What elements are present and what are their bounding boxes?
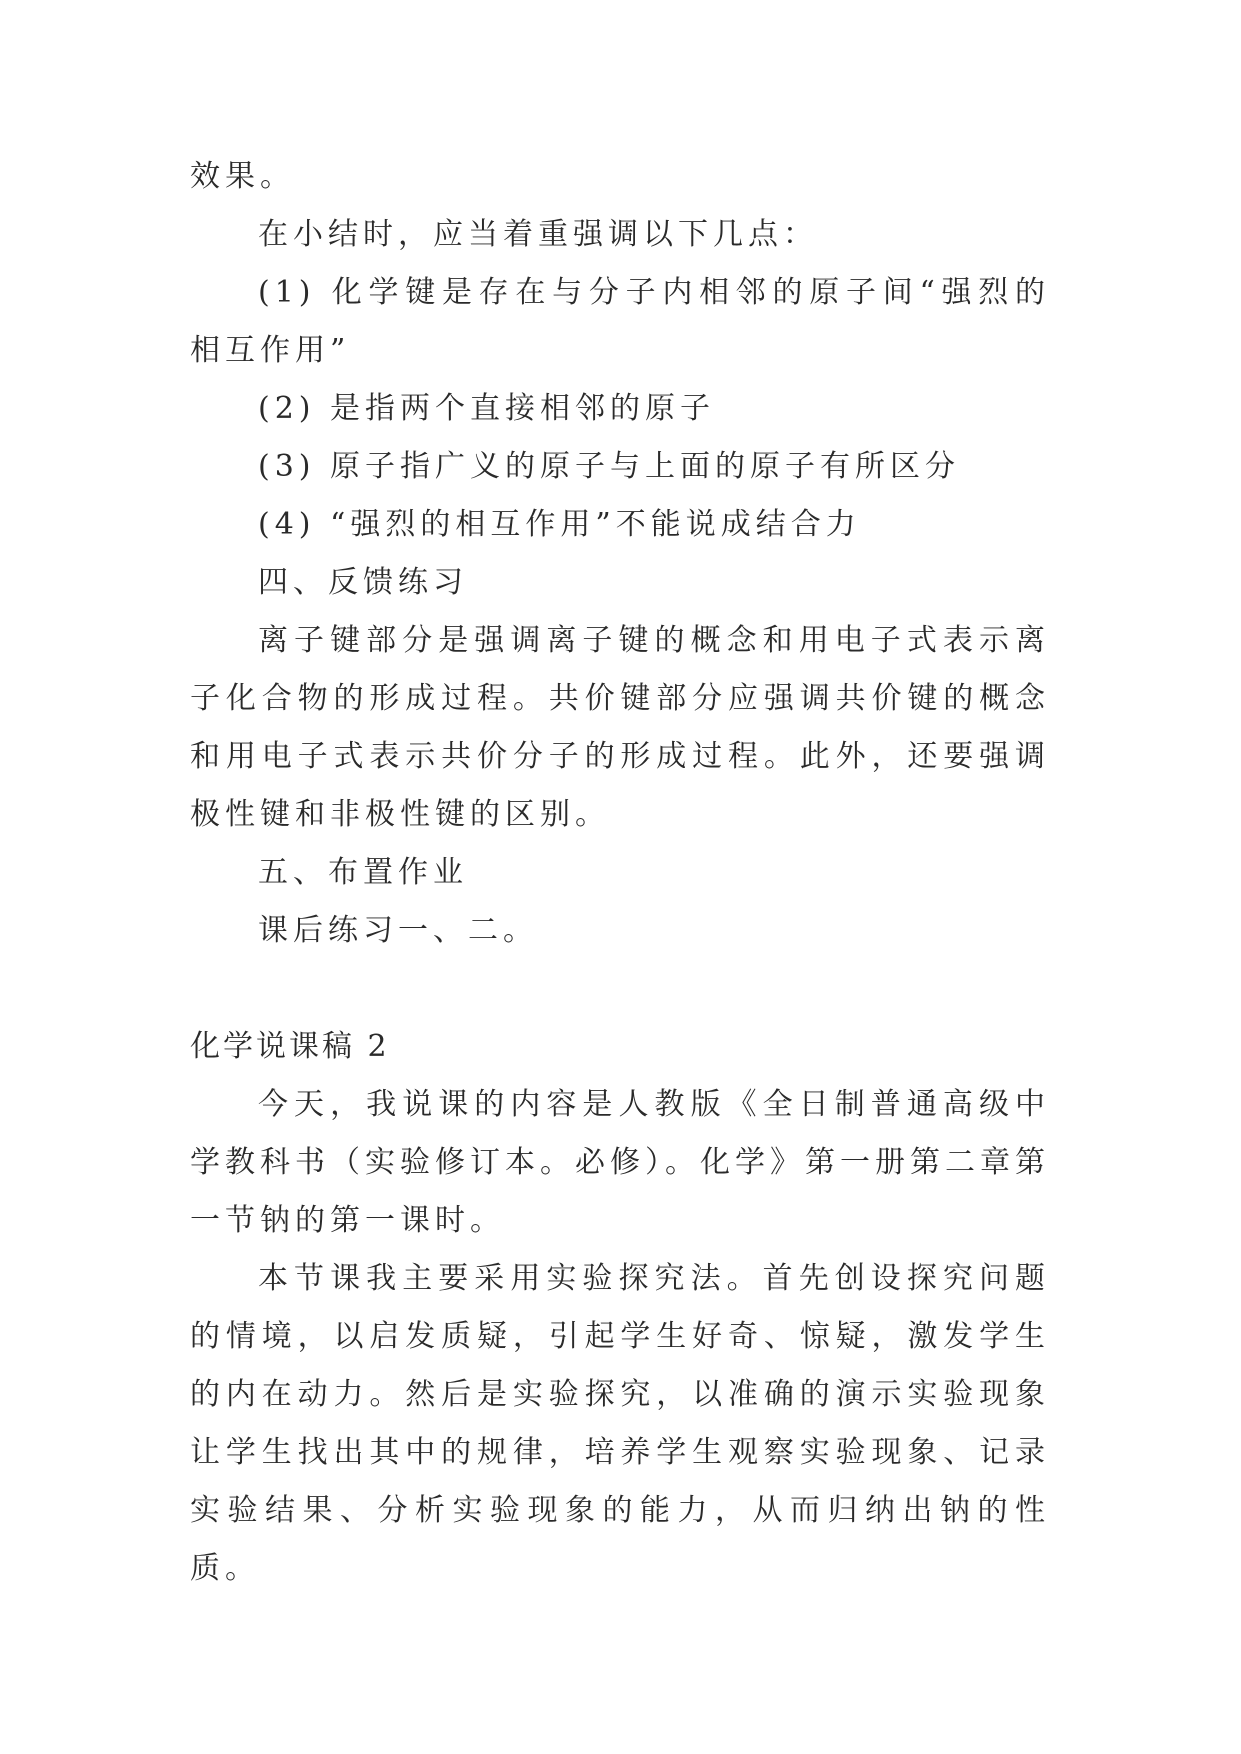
section-spacer	[190, 960, 1050, 1018]
list-item-3: (3) 原子指广义的原子与上面的原子有所区分	[258, 449, 961, 484]
paragraph-method: 本节课我主要采用实验探究法。首先创设探究问题的情境，以启发质疑，引起学生好奇、惊疑，激发学生的内在动力。然后是实验探究，以准确的演示实验现象让学生找出其中的规律，培养学生观察实验现象、记录实验结果、分析实验现象的能力，从而归纳出钠的性质。	[190, 1261, 1050, 1586]
heading-feedback-practice: 四、反馈练习	[258, 565, 468, 600]
paragraph-continuation: 效果。	[190, 159, 295, 194]
paragraph-homework: 课后练习一、二。	[258, 913, 538, 948]
list-item-2: (2) 是指两个直接相邻的原子	[258, 391, 716, 426]
section-title: 化学说课稿 2	[190, 1029, 390, 1064]
paragraph-intro: 今天，我说课的内容是人教版《全日制普通高级中学教科书（实验修订本。必修）。化学》第一册第二章第一节钠的第一课时。	[190, 1087, 1050, 1238]
list-item-1: (1) 化学键是存在与分子内相邻的原子间“强烈的相互作用”	[190, 275, 1050, 368]
paragraph-summary-intro: 在小结时，应当着重强调以下几点：	[258, 217, 818, 252]
document-body	[190, 148, 1050, 1598]
heading-homework: 五、布置作业	[258, 855, 468, 890]
paragraph-feedback: 离子键部分是强调离子键的概念和用电子式表示离子化合物的形成过程。共价键部分应强调共价键的概念和用电子式表示共价分子的形成过程。此外，还要强调极性键和非极性键的区别。	[190, 623, 1050, 832]
list-item-4: (4) “强烈的相互作用”不能说成结合力	[258, 507, 861, 542]
